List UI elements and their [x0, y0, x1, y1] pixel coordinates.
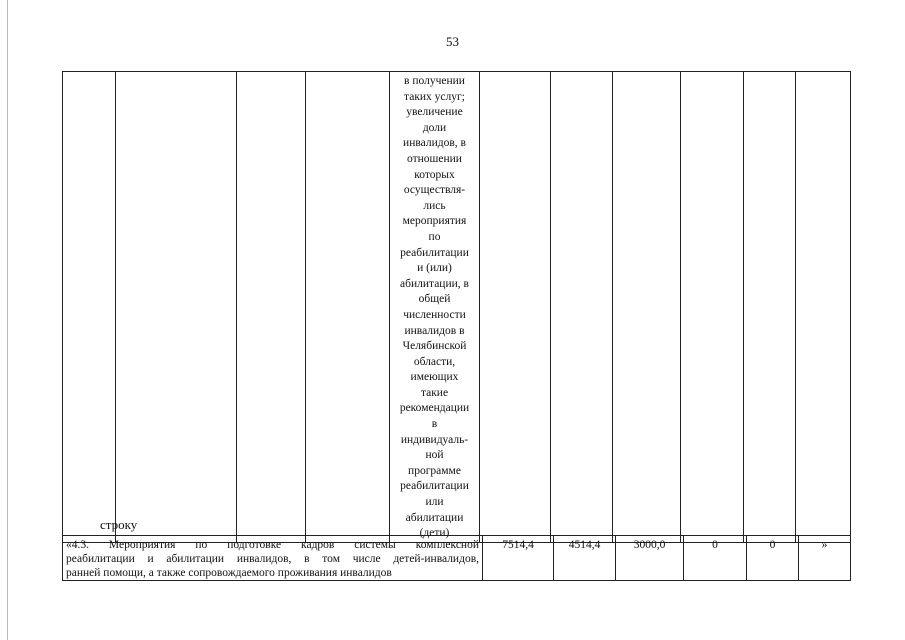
description-line: реабилитации — [400, 480, 469, 493]
table-cell-empty — [237, 72, 306, 543]
description-line: (дети) — [419, 527, 450, 540]
description-line: численности — [403, 308, 466, 321]
description-line: области, — [413, 355, 456, 368]
page-edge-line — [7, 0, 8, 640]
activity-description-line: ранней помощи, а также сопровождаемого проживания инвалидов — [66, 567, 392, 579]
table-cell-empty — [116, 72, 237, 543]
description-line: общей — [418, 293, 451, 306]
description-line: или — [425, 496, 444, 509]
description-line: программе — [408, 464, 461, 477]
table-cell-empty — [480, 72, 551, 543]
table-cell-empty — [306, 72, 390, 543]
description-line: таких услуг; — [404, 90, 465, 103]
description-line: которых — [414, 168, 455, 181]
insert-row-label: строку — [100, 517, 138, 532]
value-cell-total: 7514,4 — [483, 536, 554, 581]
description-line: имеющих — [410, 371, 459, 384]
table-row — [63, 72, 851, 543]
description-line: абилитации, в — [400, 277, 469, 290]
indicator-description-cell — [390, 72, 480, 543]
table-row — [63, 536, 851, 581]
value-cell: 0 — [747, 536, 799, 581]
activity-description-line: реабилитации и абилитации инвалидов, в том числе детей-инвалидов, — [66, 553, 479, 565]
description-line: отношении — [407, 152, 462, 165]
description-line: инвалидов в — [404, 324, 465, 337]
page-number: 53 — [446, 34, 459, 49]
table-cell-empty — [63, 72, 116, 543]
value-cell: 4514,4 — [554, 536, 616, 581]
table-cell-empty — [681, 72, 744, 543]
description-line: доли — [422, 121, 447, 134]
description-line: индивидуаль- — [400, 433, 469, 446]
description-line: мероприятия — [402, 215, 467, 228]
activity-description-cell — [63, 536, 483, 581]
closing-quote-cell: » — [799, 536, 851, 581]
description-line: абилитации — [405, 511, 464, 524]
description-line: в получении — [404, 75, 465, 87]
description-line: инвалидов, в — [403, 137, 466, 150]
table-cell-empty — [744, 72, 796, 543]
table-cell-empty — [613, 72, 681, 543]
continuation-table — [62, 71, 851, 543]
description-line: такие — [420, 386, 449, 399]
description-line: осуществля- — [403, 184, 466, 197]
value-cell: 0 — [684, 536, 747, 581]
value-cell: 3000,0 — [616, 536, 684, 581]
description-line: и (или) — [417, 262, 452, 275]
description-line: рекомендации — [399, 402, 470, 415]
description-line: по — [428, 230, 441, 243]
description-line: увеличение — [406, 106, 463, 119]
description-line: ной — [425, 449, 444, 462]
description-line: реабилитации — [400, 246, 469, 259]
new-row-table — [62, 535, 851, 581]
indicator-description-text — [390, 72, 479, 542]
description-line: Челябинской — [402, 340, 467, 353]
description-line: в — [431, 418, 438, 431]
table-cell-empty — [796, 72, 851, 543]
description-line: лись — [423, 199, 446, 212]
activity-description-line: «4.3. Мероприятия по подготовке кадров системы комплексной — [66, 539, 479, 551]
table-cell-empty — [551, 72, 613, 543]
